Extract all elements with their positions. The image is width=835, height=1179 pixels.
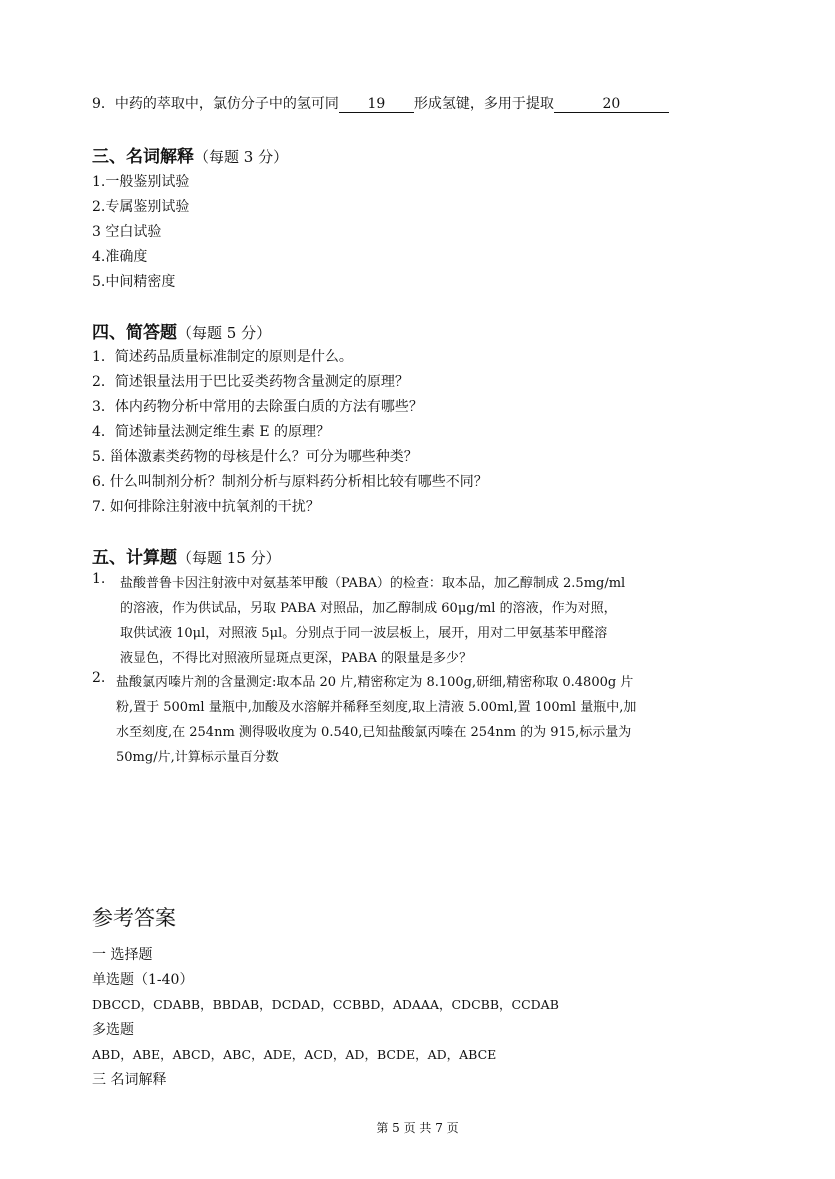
q9-middle: 形成氢键，多用于提取 xyxy=(413,96,554,112)
blank-19: 19 xyxy=(339,96,414,113)
term-item-2: 2.专属鉴别试验 xyxy=(92,199,190,215)
section-4-points: （每题 5 分） xyxy=(177,324,272,342)
calc-q2-number: 2. xyxy=(92,670,106,686)
page-footer: 第 5 页 共 7 页 xyxy=(376,1121,459,1135)
calc-q1-number: 1. xyxy=(92,571,106,587)
question-9 xyxy=(92,93,669,113)
calc-q1-line-1: 盐酸普鲁卡因注射液中对氨基苯甲酸（PABA）的检查：取本品，加乙醇制成 2.5mg/ml xyxy=(120,576,626,591)
term-item-5: 5.中间精密度 xyxy=(92,274,176,290)
answers-line-3: DBCCD，CDABB，BBDAB，DCDAD，CCBBD，ADAAA，CDCBB，CCDAB xyxy=(92,997,559,1012)
short-answer-2: 2．简述银量法用于巴比妥类药物含量测定的原理？ xyxy=(92,374,409,390)
short-answer-7: 7. 如何排除注射液中抗氧剂的干扰？ xyxy=(92,499,320,515)
blank-20: 20 xyxy=(554,96,669,113)
section-4-heading xyxy=(92,318,271,343)
term-item-1: 1.一般鉴别试验 xyxy=(92,174,190,190)
short-answer-4: 4．简述铈量法测定维生素 E 的原理？ xyxy=(92,424,331,440)
calc-q2-line-2: 粉,置于 500ml 量瓶中,加酸及水溶解并稀释至刻度,取上清液 5.00ml,置 100ml 量瓶中,加 xyxy=(116,700,637,715)
section-3-points: （每题 3 分） xyxy=(194,148,289,166)
answers-title: 参考答案 xyxy=(92,906,176,930)
short-answer-3: 3．体内药物分析中常用的去除蛋白质的方法有哪些？ xyxy=(92,399,423,415)
section-5-title: 五、计算题 xyxy=(92,548,177,568)
section-3-title: 三、名词解释 xyxy=(92,147,194,167)
calc-q2-line-4: 50mg/片,计算标示量百分数 xyxy=(116,750,279,765)
short-answer-1: 1．简述药品质量标准制定的原则是什么。 xyxy=(92,349,353,365)
calc-q2-line-1: 盐酸氯丙嗪片剂的含量测定:取本品 20 片,精密称定为 8.100g,研细,精密称取 0.4800g 片 xyxy=(116,675,634,690)
short-answer-5: 5. 甾体激素类药物的母核是什么？可分为哪些种类？ xyxy=(92,449,418,465)
section-3-heading xyxy=(92,142,288,167)
answers-line-6: 三 名词解释 xyxy=(92,1072,167,1088)
q9-prefix: 9．中药的萃取中，氯仿分子中的氢可同 xyxy=(92,96,339,112)
answers-line-1: 一 选择题 xyxy=(92,947,153,963)
answers-line-2: 单选题（1-40） xyxy=(92,972,194,988)
short-answer-6: 6. 什么叫制剂分析？制剂分析与原料药分析相比较有哪些不同？ xyxy=(92,474,488,490)
section-4-title: 四、简答题 xyxy=(92,323,177,343)
term-item-4: 4.准确度 xyxy=(92,249,148,265)
calc-q2-line-3: 水至刻度,在 254nm 测得吸收度为 0.540,已知盐酸氯丙嗪在 254nm 的为 915,标示量为 xyxy=(116,725,632,740)
answers-line-4: 多选题 xyxy=(92,1022,134,1038)
calc-q1-line-2: 的溶液，作为供试品，另取 PABA 对照品，加乙醇制成 60μg/ml 的溶液，作为对照， xyxy=(120,601,617,616)
section-5-points: （每题 15 分） xyxy=(177,549,281,567)
answers-line-5: ABD，ABE，ABCD，ABC，ADE，ACD，AD，BCDE，AD，ABCE xyxy=(92,1047,497,1062)
calc-q1-line-3: 取供试液 10μl，对照液 5μl。分别点于同一波层板上，展开，用对二甲氨基苯甲醛溶 xyxy=(120,626,608,641)
calc-q1-line-4: 液显色，不得比对照液所显斑点更深，PABA 的限量是多少？ xyxy=(120,651,473,666)
section-5-heading xyxy=(92,543,281,568)
term-item-3: 3 空白试验 xyxy=(92,224,162,240)
